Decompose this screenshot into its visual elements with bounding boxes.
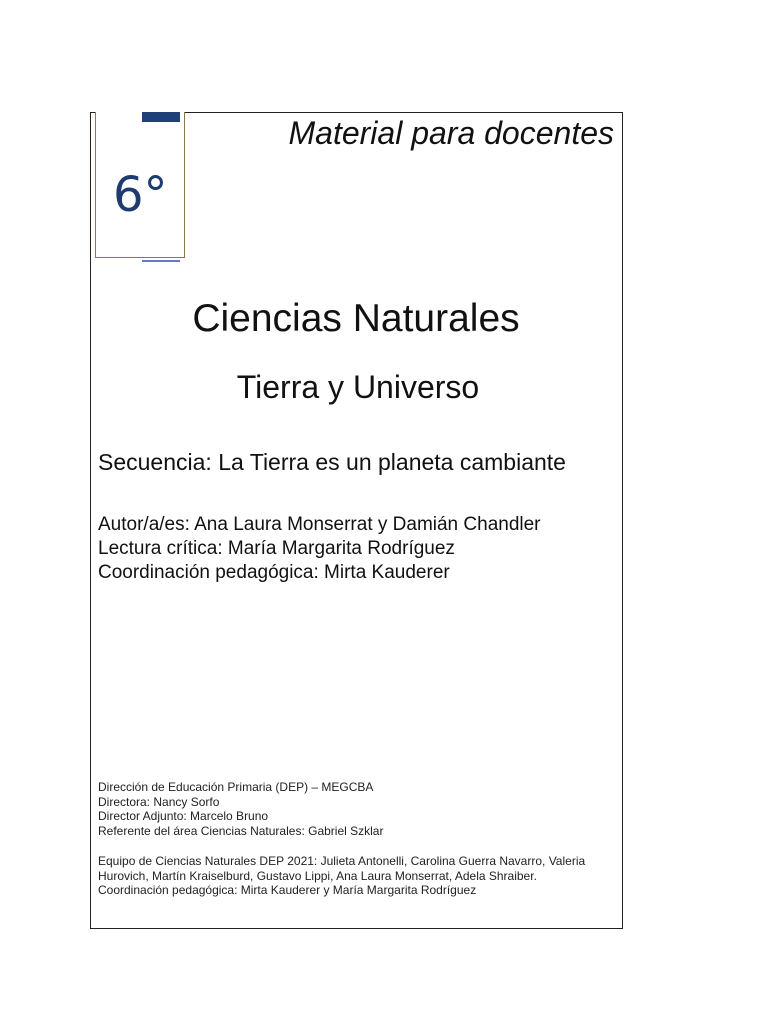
credits-block xyxy=(98,513,541,585)
grade-tab-accent-top xyxy=(142,112,180,122)
footer-line: Director Adjunto: Marcelo Bruno xyxy=(98,809,269,823)
footer-administration xyxy=(98,780,383,838)
coordination-line: Coordinación pedagógica: Mirta Kauderer xyxy=(98,562,450,583)
unit-title: Tierra y Universo xyxy=(236,369,480,405)
authors-line: Autor/a/es: Ana Laura Monserrat y Damián Chandler xyxy=(98,514,541,535)
subject-title: Ciencias Naturales xyxy=(192,297,520,340)
footer-line: Referente del área Ciencias Naturales: Gabriel Szklar xyxy=(98,823,384,838)
footer-team xyxy=(98,854,613,898)
grade-number: 6° xyxy=(113,167,168,223)
team-members: Equipo de Ciencias Naturales DEP 2021: Julieta Antonelli, Carolina Guerra Navarro, Valeria Hurovich, Martín Kraiselburd, Gustavo Lippi, Ana Laura Monserrat, Adela Shraiber. xyxy=(98,854,586,883)
document-type-label: Material para docentes xyxy=(288,115,614,151)
sequence-title: Secuencia: La Tierra es un planeta cambiante xyxy=(98,449,566,475)
team-coordination: Coordinación pedagógica: Mirta Kauderer y María Margarita Rodríguez xyxy=(98,883,477,897)
critical-reading-line: Lectura crítica: María Margarita Rodríguez xyxy=(98,538,455,559)
footer-line: Directora: Nancy Sorfo xyxy=(98,794,220,809)
footer-line: Dirección de Educación Primaria (DEP) – MEGCBA xyxy=(98,780,374,794)
grade-tab-accent-bottom xyxy=(142,260,180,262)
